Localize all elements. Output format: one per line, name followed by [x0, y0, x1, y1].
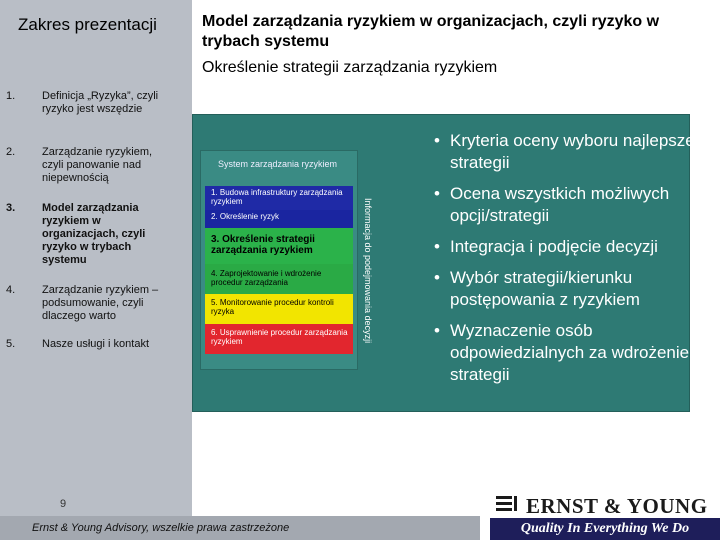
- agenda-item-number: 4.: [6, 284, 16, 296]
- diagram-side-label: Informacja do podejmowania decyzji: [363, 198, 373, 344]
- diagram-title: System zarządzania ryzykiem: [218, 159, 338, 169]
- criteria-item: • Wyznaczenie osób odpowiedzialnych za wdrożenie strategii: [432, 320, 702, 386]
- diagram-step-5: 5. Monitorowanie procedur kontroli ryzyka: [205, 294, 353, 324]
- criteria-item: • Integracja i podjęcie decyzji: [432, 236, 702, 258]
- agenda-item-number: 5.: [6, 338, 16, 350]
- diagram-step-4: 4. Zaprojektowanie i wdrożenie procedur zarządzania: [205, 264, 353, 294]
- criteria-list: [432, 130, 702, 395]
- agenda-item-label: Nasze usługi i kontakt: [42, 338, 149, 350]
- slide-title: Model zarządzania ryzykiem w organizacjach, czyli ryzyko w trybach systemu: [202, 13, 660, 50]
- diagram-step-6: 6. Usprawnienie procedur zarządzania ryzykiem: [205, 324, 353, 354]
- diagram-step-1: 1. Budowa infrastruktury zarządzania ryzykiem: [205, 186, 353, 210]
- logo-tagline: Quality In Everything We Do: [490, 518, 720, 540]
- criteria-item: • Wybór strategii/kierunku postępowania z ryzykiem: [432, 267, 702, 311]
- agenda-item-number: 1.: [6, 90, 16, 102]
- ey-logo-icon: [496, 494, 520, 516]
- page-number: 9: [60, 498, 67, 510]
- agenda-item-label: Zarządzanie ryzykiem, czyli panowanie nad niepewnością: [42, 146, 153, 184]
- company-logo: [490, 488, 720, 540]
- agenda-item-number: 2.: [6, 146, 16, 158]
- agenda-item-label: Model zarządzania ryzykiem w organizacjach, czyli ryzyko w trybach systemu: [42, 202, 146, 266]
- agenda-item-number: 3.: [6, 202, 16, 214]
- agenda-item-label: Zarządzanie ryzykiem – podsumowanie, czyli dlaczego warto: [42, 284, 159, 322]
- footer-copyright: Ernst & Young Advisory, wszelkie prawa zastrzeżone: [32, 522, 290, 534]
- slide-subtitle: Określenie strategii zarządzania ryzykiem: [202, 59, 498, 76]
- diagram-step-3: 3. Określenie strategii zarządzania ryzykiem: [205, 228, 353, 264]
- criteria-item: • Kryteria oceny wyboru najlepszej strategii: [432, 130, 702, 174]
- sidebar: [0, 0, 192, 540]
- criteria-item: • Ocena wszystkich możliwych opcji/strategii: [432, 183, 702, 227]
- agenda-item-label: Definicja „Ryzyka”, czyli ryzyko jest wszędzie: [42, 90, 159, 115]
- diagram-step-2: 2. Określenie ryzyk: [205, 210, 353, 228]
- logo-brand-text: ERNST & YOUNG: [526, 494, 708, 518]
- sidebar-title: Zakres prezentacji: [18, 15, 157, 34]
